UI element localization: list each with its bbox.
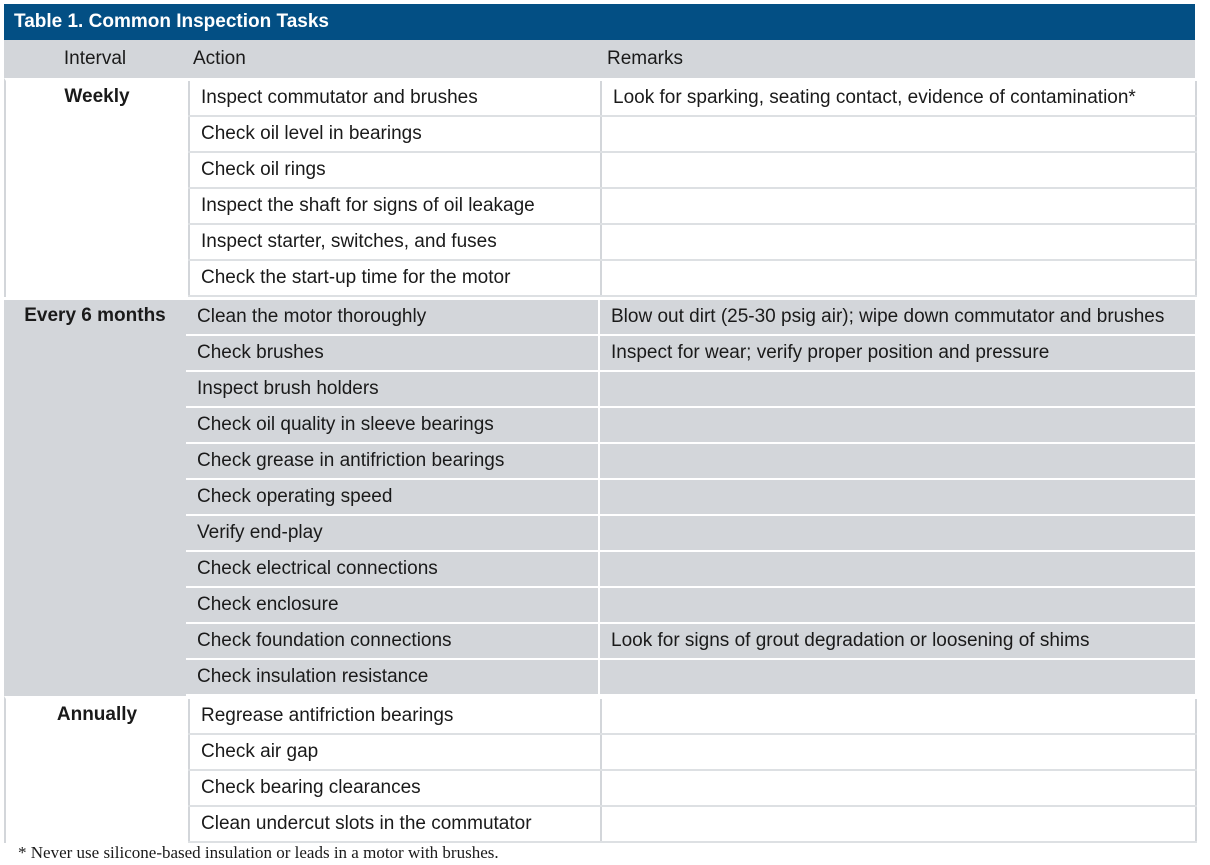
table-row	[186, 552, 1195, 588]
remark-cell	[600, 660, 1195, 694]
table-row	[188, 261, 1197, 297]
action-cell: Check bearing clearances	[188, 771, 602, 805]
remark-cell	[602, 153, 1197, 187]
action-cell: Check enclosure	[186, 588, 600, 622]
remark-cell	[600, 552, 1195, 586]
action-cell: Check insulation resistance	[186, 660, 600, 694]
action-cell: Check electrical connections	[186, 552, 600, 586]
table-row	[186, 444, 1195, 480]
interval-group-weekly	[4, 78, 1195, 297]
table-row	[188, 81, 1197, 117]
header-interval: Interval	[63, 48, 127, 69]
remark-cell: Look for signs of grout degradation or loosening of shims	[611, 630, 1090, 651]
remark-cell	[600, 480, 1195, 514]
remark-cell	[602, 807, 1197, 841]
table-row	[188, 117, 1197, 153]
remark-cell	[602, 261, 1197, 295]
remark-cell	[600, 516, 1195, 550]
action-cell: Check oil level in bearings	[188, 117, 602, 151]
action-cell: Regrease antifriction bearings	[188, 699, 602, 733]
action-cell: Check foundation connections	[186, 624, 600, 658]
action-cell: Check air gap	[188, 735, 602, 769]
table-row	[188, 153, 1197, 189]
table-row	[186, 660, 1195, 696]
remark-cell	[602, 771, 1197, 805]
table-row	[188, 189, 1197, 225]
action-cell: Check oil rings	[188, 153, 602, 187]
remark-cell: Look for sparking, seating contact, evidence of contamination*	[602, 81, 1197, 115]
interval-group-annually	[4, 696, 1195, 843]
table-row	[186, 516, 1195, 552]
table-title: Table 1. Common Inspection Tasks	[4, 4, 1195, 40]
action-cell: Check oil quality in sleeve bearings	[186, 408, 600, 442]
table-row	[186, 480, 1195, 516]
inspection-table	[4, 4, 1195, 843]
remark-cell	[602, 735, 1197, 769]
table-row	[186, 408, 1195, 444]
table-row	[186, 372, 1195, 408]
interval-label: Annually	[56, 704, 138, 725]
remark-cell: Inspect for wear; verify proper position and pressure	[611, 342, 1050, 363]
table-row	[186, 300, 1195, 336]
interval-label: Weekly	[64, 86, 130, 107]
table-row	[186, 336, 1195, 372]
action-cell: Inspect the shaft for signs of oil leakage	[188, 189, 602, 223]
action-cell: Check operating speed	[186, 480, 600, 514]
table-row	[188, 225, 1197, 261]
remark-cell	[600, 408, 1195, 442]
action-cell: Inspect brush holders	[186, 372, 600, 406]
remark-cell	[600, 372, 1195, 406]
table-footnote: * Never use silicone-based insulation or leads in a motor with brushes.	[18, 843, 499, 862]
table-header-row	[4, 40, 1195, 78]
header-action: Action	[193, 48, 246, 69]
remark-cell: Blow out dirt (25-30 psig air); wipe down commutator and brushes	[611, 306, 1165, 327]
action-cell: Check grease in antifriction bearings	[186, 444, 600, 478]
table-row	[188, 807, 1197, 843]
interval-group-every-6-months	[4, 297, 1195, 696]
action-cell: Clean undercut slots in the commutator	[188, 807, 602, 841]
action-cell: Verify end-play	[186, 516, 600, 550]
remark-cell	[602, 699, 1197, 733]
action-cell: Clean the motor thoroughly	[186, 300, 600, 334]
table-row	[186, 624, 1195, 660]
table-row	[186, 588, 1195, 624]
action-cell: Inspect starter, switches, and fuses	[188, 225, 602, 259]
interval-label: Every 6 months	[24, 305, 166, 326]
remark-cell	[602, 117, 1197, 151]
remark-cell	[602, 225, 1197, 259]
table-row	[188, 699, 1197, 735]
remark-cell	[602, 189, 1197, 223]
table-row	[188, 735, 1197, 771]
remark-cell	[600, 444, 1195, 478]
remark-cell	[600, 588, 1195, 622]
action-cell: Check brushes	[186, 336, 600, 370]
action-cell: Inspect commutator and brushes	[188, 81, 602, 115]
action-cell: Check the start-up time for the motor	[188, 261, 602, 295]
table-row	[188, 771, 1197, 807]
header-remarks: Remarks	[607, 48, 684, 69]
